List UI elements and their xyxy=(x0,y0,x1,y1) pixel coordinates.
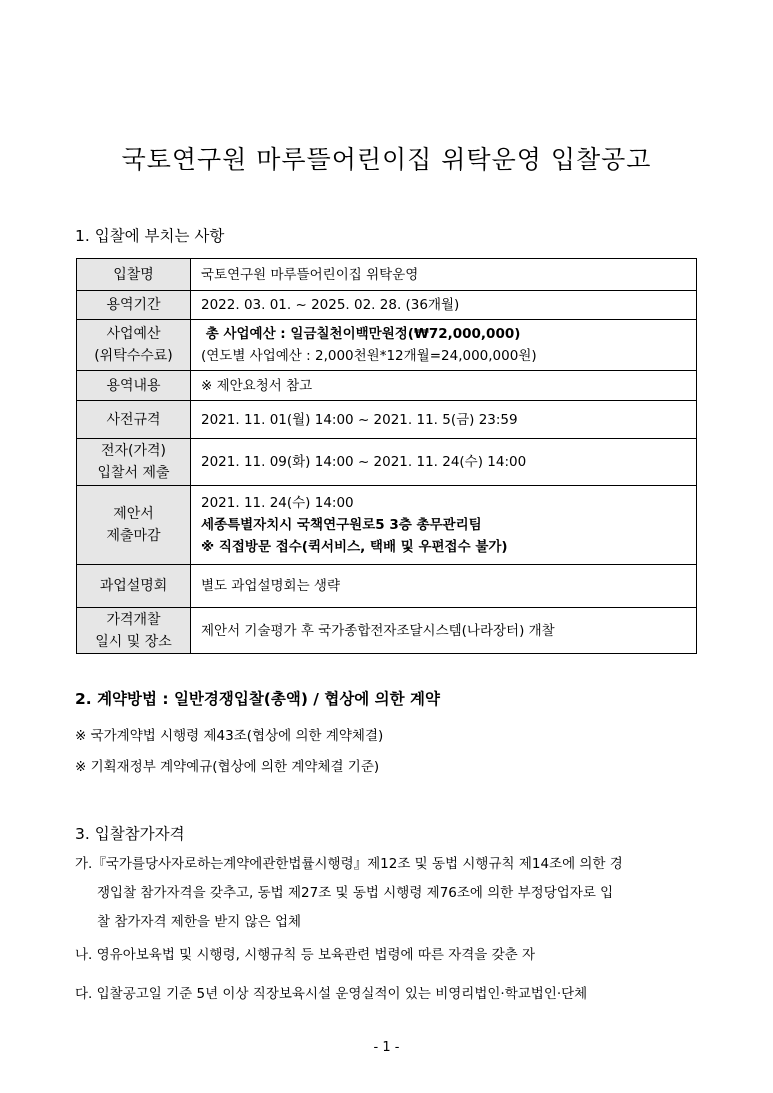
table-row xyxy=(77,401,697,439)
qualification-item-ga: 가.『국가를당사자로하는계약에관한법률시행령』제12조 및 동법 시행규칙 제14조에 의한 경 쟁입찰 참가자격을 갖추고, 동법 제27조 및 동법 시행령 제76조에 의한 부정당업자로 입 찰 참가자격 제한을 받지 않은 업체 xyxy=(75,856,623,930)
table-row xyxy=(77,291,697,320)
section3-heading: 3. 입찰참가자격 xyxy=(75,825,185,843)
page-number: - 1 - xyxy=(373,1040,400,1055)
section2-note: ※ 국가계약법 시행령 제43조(협상에 의한 계약체결) xyxy=(75,728,384,744)
row-value: ※ 제안요청서 참고 xyxy=(191,371,697,401)
table-row xyxy=(77,320,697,371)
row-label: 입찰명 xyxy=(77,259,191,291)
row-label: 사업예산 (위탁수수료) xyxy=(77,320,191,371)
table-row xyxy=(77,439,697,486)
row-label: 과업설명회 xyxy=(77,565,191,608)
table-row xyxy=(77,259,697,291)
row-value: 총 사업예산 : 일금칠천이백만원정(₩72,000,000) (연도별 사업예산 : 2,000천원*12개월=24,000,000원) xyxy=(191,320,697,371)
row-label: 제안서 제출마감 xyxy=(77,486,191,565)
qualification-item-na: 나. 영유아보육법 및 시행령, 시행규칙 등 보육관련 법령에 따른 자격을 갖춘 자 xyxy=(75,947,536,963)
qualification-item-da: 다. 입찰공고일 기준 5년 이상 직장보육시설 운영실적이 있는 비영리법인·학교법인·단체 xyxy=(75,986,588,1002)
section2-note: ※ 기획재정부 계약예규(협상에 의한 계약체결 기준) xyxy=(75,759,380,775)
table-row xyxy=(77,486,697,565)
table-row xyxy=(77,565,697,608)
row-value: 2021. 11. 09(화) 14:00 ~ 2021. 11. 24(수) 14:00 xyxy=(191,439,697,486)
row-value: 제안서 기술평가 후 국가종합전자조달시스템(나라장터) 개찰 xyxy=(191,608,697,654)
section2-heading: 2. 계약방법 : 일반경쟁입찰(총액) / 협상에 의한 계약 xyxy=(75,690,440,708)
row-label: 가격개찰 일시 및 장소 xyxy=(77,608,191,654)
row-label: 용역내용 xyxy=(77,371,191,401)
row-value: 국토연구원 마루뜰어린이집 위탁운영 xyxy=(191,259,697,291)
table-row xyxy=(77,371,697,401)
bid-info-table xyxy=(76,258,697,654)
row-value: 별도 과업설명회는 생략 xyxy=(191,565,697,608)
row-label: 용역기간 xyxy=(77,291,191,320)
row-value: 2021. 11. 24(수) 14:00 세종특별자치시 국책연구원로5 3층 총무관리팀 ※ 직접방문 접수(퀵서비스, 택배 및 우편접수 불가) xyxy=(191,486,697,565)
section1-heading: 1. 입찰에 부치는 사항 xyxy=(75,227,225,245)
row-value: 2021. 11. 01(월) 14:00 ~ 2021. 11. 5(금) 23:59 xyxy=(191,401,697,439)
row-label: 사전규격 xyxy=(77,401,191,439)
table-row xyxy=(77,608,697,654)
row-value: 2022. 03. 01. ~ 2025. 02. 28. (36개월) xyxy=(191,291,697,320)
row-label: 전자(가격) 입찰서 제출 xyxy=(77,439,191,486)
page-title: 국토연구원 마루뜰어린이집 위탁운영 입찰공고 xyxy=(121,145,652,174)
